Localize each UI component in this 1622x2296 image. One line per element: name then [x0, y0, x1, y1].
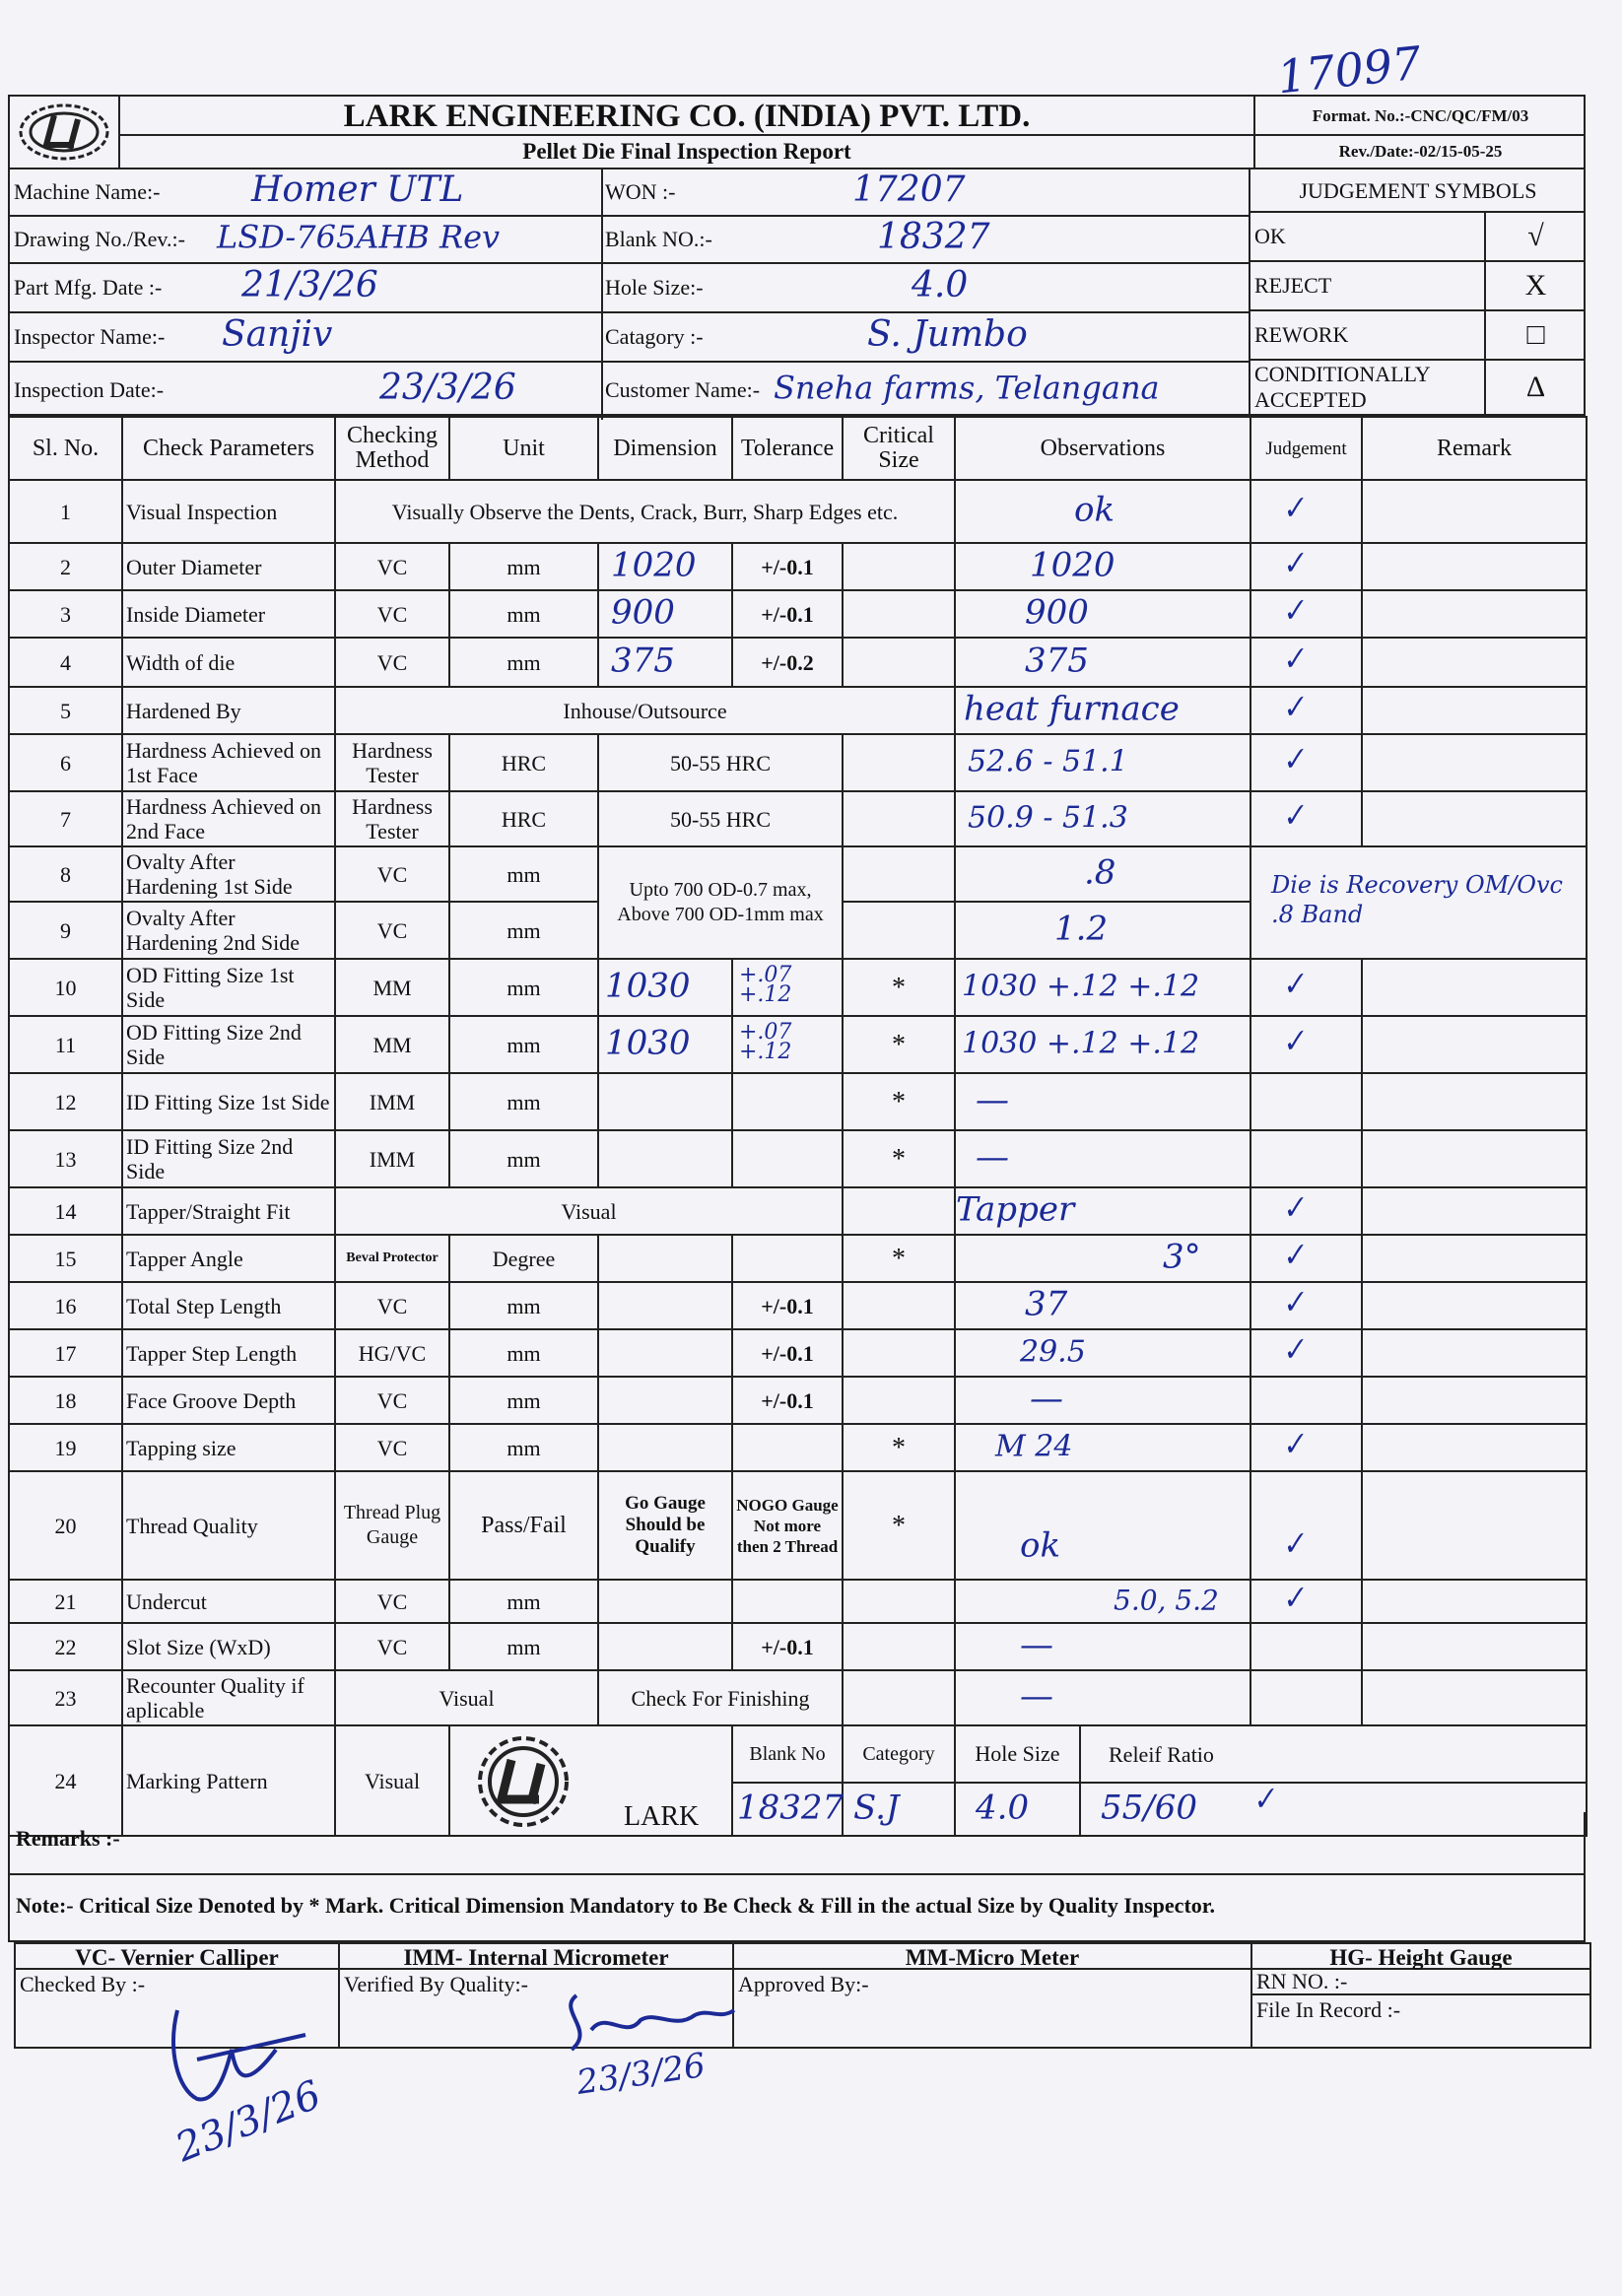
- table-row: 11 OD Fitting Size 2nd Side MM mm 1030 +.07 +.12 * 1030 +.12 +.12 ✓: [9, 1016, 1587, 1073]
- report-header: [8, 95, 1586, 168]
- machine-value[interactable]: Homer UTL: [251, 169, 464, 211]
- info-section: [8, 168, 1586, 416]
- table-row: 19 Tapping size VC mm * M 24 ✓: [9, 1424, 1587, 1471]
- table-row: 23 Recounter Quality if aplicable Visual Check For Finishing —: [9, 1670, 1587, 1725]
- inspection-date-value[interactable]: 23/3/26: [379, 368, 516, 409]
- obs-value: 52.6 - 51.1: [968, 744, 1128, 779]
- ok-symbol: √: [1484, 213, 1586, 260]
- judgement-rework: REWORK □: [1250, 311, 1586, 361]
- obs-value: 29.5: [1020, 1334, 1086, 1370]
- reject-symbol: X: [1484, 262, 1586, 309]
- judgement-title: JUDGEMENT SYMBOLS: [1250, 169, 1586, 213]
- judgement-tick: ✓: [1277, 489, 1310, 529]
- checked-by-date: 23/3/26: [169, 2071, 328, 2172]
- obs-value: 1030 +.12 +.12: [962, 969, 1200, 1004]
- hole-size-label: Hole Size:-: [605, 275, 704, 300]
- obs-value: —: [1030, 1379, 1063, 1419]
- obs-value: —: [976, 1137, 1009, 1178]
- hole-size-value[interactable]: 4.0: [912, 265, 969, 306]
- table-row: 24 Marking Pattern Visual LARK Blank No Category Hole Size Releif Ratio: [9, 1725, 1587, 1783]
- table-row: 18327 S.J 4.0 55/60 ✓: [9, 1783, 1587, 1836]
- table-row: 12 ID Fitting Size 1st Side IMM mm * —: [9, 1073, 1587, 1130]
- table-row: 10 OD Fitting Size 1st Side MM mm 1030 +.07 +.12 * 1030 +.12 +.12 ✓: [9, 959, 1587, 1016]
- info-row-inspection-date: [10, 363, 1249, 418]
- table-row: 3 Inside Diameter VC mm 900 +/-0.1 900 ✓: [9, 590, 1587, 638]
- checked-by-label: Checked By :-: [20, 1972, 146, 1996]
- table-row: 1 Visual Inspection Visually Observe the Dents, Crack, Burr, Sharp Edges etc. ok ✓: [9, 480, 1587, 543]
- col-tolerance: Tolerance: [732, 417, 843, 480]
- top-note: 17097: [1274, 35, 1424, 104]
- rework-symbol: □: [1484, 311, 1586, 359]
- col-judgement: Judgement: [1250, 417, 1362, 480]
- drawing-value[interactable]: LSD-765AHB Rev: [217, 218, 501, 256]
- info-row-mfg: [10, 264, 1249, 313]
- table-header-row: [9, 417, 1587, 480]
- table-row: 16 Total Step Length VC mm +/-0.1 37 ✓: [9, 1282, 1587, 1329]
- obs-value: 1030 +.12 +.12: [962, 1026, 1200, 1061]
- blank-value[interactable]: 18327: [877, 217, 990, 258]
- table-row: 13 ID Fitting Size 2nd Side IMM mm * —: [9, 1130, 1587, 1187]
- remark-note: Die is Recovery OM/Ovc .8 Band: [1271, 871, 1563, 928]
- col-observations: Observations: [955, 417, 1250, 480]
- obs-value: 50.9 - 51.3: [968, 800, 1128, 836]
- table-row: 20 Thread Quality Thread Plug Gauge Pass/Fail Go Gauge Should be Qualify NOGO Gauge Not more then 2 Thread * ok ✓: [9, 1471, 1587, 1580]
- obs-value: Tapper: [956, 1189, 1075, 1230]
- inspection-date-label: Inspection Date:-: [14, 377, 165, 402]
- verified-by-section: IMM- Internal Micrometer Verified By Quality:-: [340, 1944, 734, 2047]
- verified-by-label: Verified By Quality:-: [344, 1972, 528, 1996]
- col-dimension: Dimension: [598, 417, 732, 480]
- rn-no-label: RN NO. :-: [1252, 1970, 1589, 1995]
- obs-value: 5.0, 5.2: [1114, 1584, 1219, 1617]
- info-row-drawing: [10, 217, 1249, 264]
- obs-value: —: [976, 1080, 1009, 1120]
- table-row: 15 Tapper Angle Beval Protector Degree * 3° ✓: [9, 1235, 1587, 1282]
- inspector-label: Inspector Name:-: [14, 324, 166, 349]
- mfg-date-label: Part Mfg. Date :-: [14, 275, 163, 300]
- col-unit: Unit: [449, 417, 598, 480]
- judgement-ok: OK √: [1250, 213, 1586, 262]
- info-row-inspector: [10, 313, 1249, 363]
- company-name: LARK ENGINEERING CO. (INDIA) PVT. LTD.: [120, 97, 1253, 136]
- inspection-table: [8, 416, 1588, 1837]
- obs-value: 1020: [1030, 545, 1115, 585]
- table-row: 17 Tapper Step Length HG/VC mm +/-0.1 29.5 ✓: [9, 1329, 1587, 1377]
- blank-label: Blank NO.:-: [605, 227, 712, 251]
- obs-value: 900: [1025, 592, 1089, 633]
- report-title: Pellet Die Final Inspection Report: [522, 139, 851, 164]
- remarks-section[interactable]: Remarks :-: [8, 1812, 1586, 1875]
- customer-label: Customer Name:-: [605, 377, 761, 402]
- judgement-conditional: CONDITIONALLY ACCEPTED Δ: [1250, 361, 1586, 414]
- table-row: 5 Hardened By Inhouse/Outsource heat furnace ✓: [9, 687, 1587, 734]
- customer-value[interactable]: Sneha farms, Telangana: [774, 369, 1160, 407]
- obs-value: 3°: [1163, 1237, 1201, 1277]
- checked-by-section: VC- Vernier Calliper Checked By :-: [16, 1944, 340, 2047]
- revision-date: Rev./Date:-02/15-05-25: [1253, 136, 1586, 168]
- verified-by-date: 23/3/26: [574, 2046, 709, 2103]
- table-row: 9 Ovalty After Hardening 2nd Side VC mm 1.2: [9, 902, 1587, 959]
- table-row: 18 Face Groove Depth VC mm +/-0.1 —: [9, 1377, 1587, 1424]
- table-row: 21 Undercut VC mm 5.0, 5.2 ✓: [9, 1580, 1587, 1623]
- company-logo: [10, 97, 120, 168]
- category-label: Catagory :-: [605, 324, 704, 349]
- machine-label: Machine Name:-: [14, 179, 161, 204]
- table-row: 2 Outer Diameter VC mm 1020 +/-0.1 1020 ✓: [9, 543, 1587, 590]
- col-method: Checking Method: [335, 417, 449, 480]
- judgement-symbols: [1249, 169, 1586, 414]
- table-row: 14 Tapper/Straight Fit Visual Tapper ✓: [9, 1187, 1587, 1235]
- verified-by-signature: [547, 1981, 764, 2060]
- category-value[interactable]: S. Jumbo: [867, 314, 1028, 356]
- obs-value: ok: [1074, 490, 1115, 530]
- table-row: 8 Ovalty After Hardening 1st Side VC mm Upto 700 OD-0.7 max, Above 700 OD-1mm max .8 Die is Recovery OM/Ovc .8 Band: [9, 846, 1587, 902]
- judgement-reject: REJECT X: [1250, 262, 1586, 311]
- info-row-machine: [10, 169, 1249, 217]
- table-row: 22 Slot Size (WxD) VC mm +/-0.1 —: [9, 1623, 1587, 1670]
- obs-value: 1.2: [1054, 909, 1109, 949]
- approved-by-section: MM-Micro Meter Approved By:-: [734, 1944, 1252, 2047]
- obs-value: 37: [1025, 1284, 1068, 1324]
- won-label: WON :-: [605, 179, 676, 204]
- mfg-date-value[interactable]: 21/3/26: [241, 265, 378, 306]
- table-row: 6 Hardness Achieved on 1st Face Hardness Tester HRC 50-55 HRC 52.6 - 51.1 ✓: [9, 734, 1587, 791]
- inspector-value[interactable]: Sanjiv: [222, 314, 333, 356]
- obs-value: heat furnace: [964, 689, 1180, 729]
- table-row: 4 Width of die VC mm 375 +/-0.2 375 ✓: [9, 638, 1587, 687]
- obs-value: ok: [1020, 1524, 1061, 1565]
- col-remark: Remark: [1362, 417, 1587, 480]
- drawing-label: Drawing No./Rev.:-: [14, 227, 185, 251]
- obs-value: .8: [1084, 852, 1116, 893]
- lark-label: LARK: [624, 1801, 700, 1832]
- col-critical: Critical Size: [843, 417, 955, 480]
- obs-value: M 24: [995, 1429, 1073, 1464]
- table-row: 7 Hardness Achieved on 2nd Face Hardness Tester HRC 50-55 HRC 50.9 - 51.3 ✓: [9, 791, 1587, 846]
- file-in-record-label: File In Record :-: [1256, 1997, 1401, 2022]
- critical-size-note: Note:- Critical Size Denoted by * Mark. Critical Dimension Mandatory to Be Check & Fill in the actual Size by Quality Inspector.: [8, 1875, 1586, 1942]
- conditional-symbol: Δ: [1484, 361, 1586, 414]
- won-value[interactable]: 17207: [852, 169, 966, 211]
- record-section: HG- Height Gauge RN NO. :- File In Record :-: [1252, 1944, 1589, 2047]
- obs-value: —: [1020, 1625, 1053, 1665]
- obs-value: 375: [1025, 641, 1089, 681]
- approved-by-label: Approved By:-: [738, 1972, 869, 1996]
- col-sl: Sl. No.: [9, 417, 122, 480]
- obs-value: —: [1020, 1676, 1053, 1717]
- format-number: Format. No.:-CNC/QC/FM/03: [1253, 97, 1586, 136]
- col-param: Check Parameters: [122, 417, 335, 480]
